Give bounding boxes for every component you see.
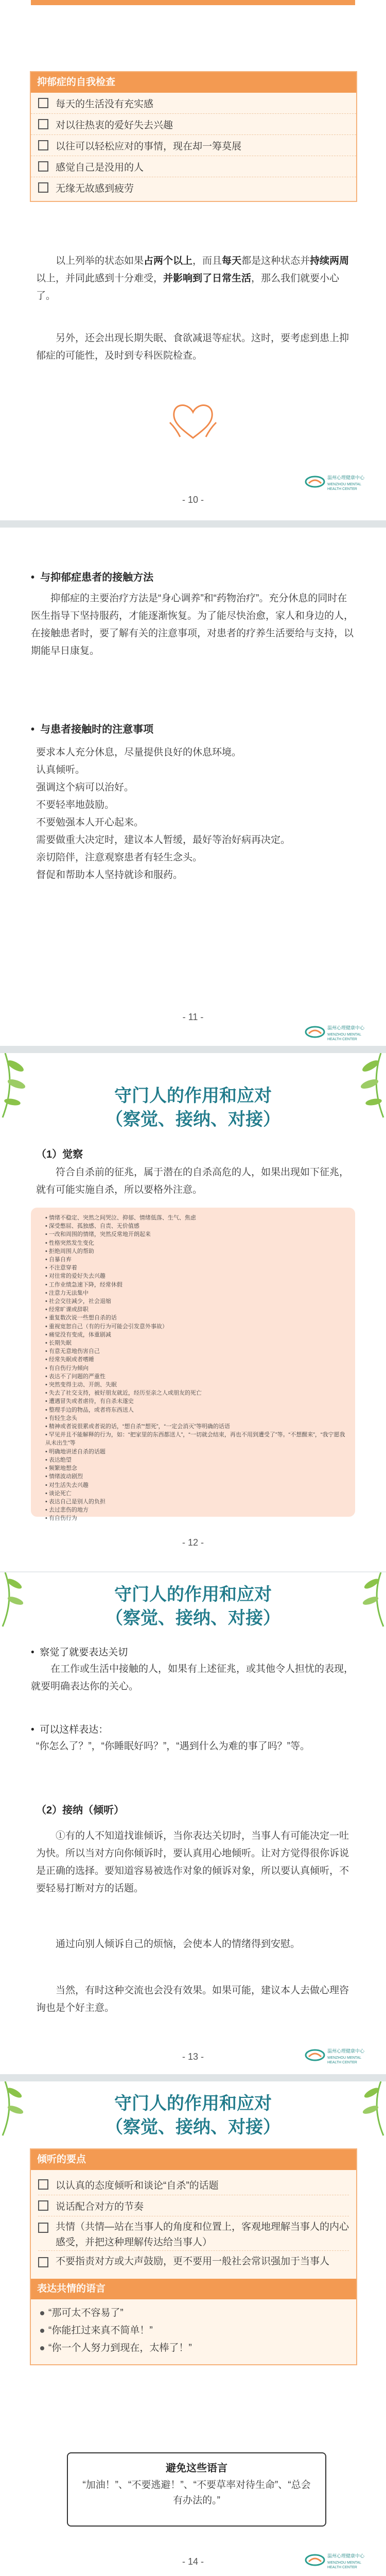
criteria-paragraph: 以上列举的状态如果占两个以上，而且每天都是这种状态并持续两周以上，并同此感到十分难受，并影响到了日常生活，那么我们就要小心了。 <box>36 256 349 301</box>
example-phrases-block: • 可以这样表达： “你怎么了？”，“你睡眠好吗？”，“遇到什么为难的事了吗？”等。 <box>31 1724 310 1752</box>
warning-sign-item: • 社会交往减少，社会退缩 <box>45 1298 111 1305</box>
warning-sign-item: • 失去了社交支持，被好朋友就近，经历至亲之人或朋友的死亡 <box>45 1390 202 1397</box>
listening-points-box <box>30 2148 357 2365</box>
logo-mark-icon <box>305 2048 325 2062</box>
warning-sign-item: • 有意无意地伤害自己 <box>45 1348 100 1355</box>
warning-sign-item: • 性格突然发生变化 <box>45 1240 94 1246</box>
warning-sign-item: • 注意力无法集中 <box>45 1290 89 1296</box>
warning-sign-item: • 情绪波动剧烈 <box>45 1473 83 1480</box>
checkbox-icon[interactable] <box>38 140 48 150</box>
avoid-phrases-text: “加油！”、“不要逃避！”、“不要草率对待生命”、“总会有办法的。” <box>82 2480 311 2506</box>
warning-sign-item: • 表达绝望 <box>45 1456 72 1463</box>
page-number: - 10 - <box>182 495 204 505</box>
empathy-phrases-title: 表达共情的语言 <box>31 2279 356 2299</box>
comfort-paragraph: 通过向别人倾诉自己的烦恼，会使本人的情绪得到安慰。 <box>56 1939 301 1950</box>
center-logo: 温州心理健康中心 WENZHOU MENTAL HEALTH CENTER <box>305 473 372 492</box>
listening-subtitle: （2）接纳（倾听） <box>36 1805 125 1816</box>
warning-sign-item: • 经常旷课或辞职 <box>45 1307 89 1313</box>
note-line: 认真倾听。 <box>36 765 85 775</box>
page-number: - 14 - <box>182 2556 204 2567</box>
empathy-quote: “你一个人努力到现在，太棒了！” <box>40 2340 347 2357</box>
page-divider <box>0 2074 386 2081</box>
note-line: 要求本人充分休息，尽量提供良好的休息环境。 <box>36 747 242 758</box>
checklist-item: 共情（共情—站在当事人的角度和位置上，客观地理解当事人的内心感受，并把这种理解传达给当事人） <box>38 2216 349 2251</box>
warning-sign-item: • 罕见并且不能解释的行为，如：“把家里的东西都送人”，“一切就会结束，再也不用到遭受了”等。“不想醒来”，“我宁愿我从未出生”等 <box>45 1432 345 1447</box>
warning-sign-item: • 重复数次说一些想自杀的话 <box>45 1315 117 1321</box>
page-12 <box>0 1053 386 1571</box>
listening-paragraph: ①有的人不知道找谁倾诉，当你表达关切时，当事人有可能决定一吐为快。所以当对方向你倾诉时，要认真用心地倾听。让对方觉得很你诉说是正确的选择。要知道容易被选作对象的倾诉对象，所以要认真倾听，不要轻易打断对方的话题。 <box>36 1831 349 1894</box>
note-line: 不要勉强本人开心起来。 <box>36 817 144 828</box>
section-heading: • 与患者接触时的注意事项 <box>31 724 154 735</box>
avoid-phrases-title: 避免这些语言 <box>166 2463 227 2474</box>
listening-points-title: 倾听的要点 <box>31 2149 356 2170</box>
empathy-quote: “那可太不容易了” <box>40 2304 347 2322</box>
checkbox-icon[interactable] <box>38 2257 48 2267</box>
page-number: - 13 - <box>182 2052 204 2062</box>
note-line: 需要做重大决定时，建议本人暂缓，最好等治好病再决定。 <box>36 835 291 845</box>
warning-sign-item: • 痛觉没有变成，体重剧减 <box>45 1331 111 1338</box>
warning-sign-item: • 拒绝周围人的帮助 <box>45 1248 94 1255</box>
symptom-paragraph: 另外，还会出现长期失眠、食欲减退等症状。这时，要考虑到患上抑郁症的可能性，及时到专科医院检查。 <box>36 333 349 361</box>
express-concern-block: • 察觉了就要表达关切 在工作或生活中接触的人，如果有上述征兆，或其他令人担忧的表现，就要明确表达你的关心。 <box>31 1647 354 1692</box>
bullet-dot-icon <box>40 2311 44 2315</box>
page-divider <box>0 1046 386 1053</box>
contact-method-section <box>31 569 355 660</box>
checklist-item: 每天的生活没有充实感 <box>31 93 356 114</box>
page-13 <box>0 1571 386 2075</box>
center-logo: 温州心理健康中心 WENZHOU MENTAL HEALTH CENTER <box>305 1023 372 1042</box>
notes-section <box>31 721 355 884</box>
note-line: 强调这个病可以治好。 <box>36 782 134 793</box>
note-line: 不要轻率地鼓励。 <box>36 800 115 810</box>
page-11 <box>0 528 386 1046</box>
warning-sign-item: • 经常失眠或者嗜睡 <box>45 1357 94 1363</box>
checkbox-icon[interactable] <box>38 182 48 193</box>
warning-sign-item: • 情绪不稳定、突然之间哭泣、抑郁、情绪低落、生气、焦虑 <box>45 1215 196 1221</box>
checkbox-icon[interactable] <box>38 2200 48 2211</box>
warning-sign-item: • 对往常的爱好失去兴趣 <box>45 1273 106 1280</box>
warning-sign-item: • 工作业绩急速下降，经常休假 <box>45 1281 122 1288</box>
warning-sign-item: • 对生活失去兴趣 <box>45 1482 89 1488</box>
self-check-box <box>30 71 357 202</box>
warning-sign-item: • 深受憋屈、孤独感、自责、无价值感 <box>45 1223 139 1230</box>
warning-sign-item: • 精神或者说很累或者说的话，“想自杀”“想死”，“一定会消灭”等明确的话语 <box>45 1423 230 1430</box>
section-heading: • 与抑郁症患者的接触方法 <box>31 572 154 583</box>
warning-sign-item: • 谈论死亡 <box>45 1490 72 1497</box>
center-logo: 温州心理健康中心 WENZHOU MENTAL HEALTH CENTER <box>305 2551 372 2570</box>
warning-sign-item: • 频繁地想念 <box>45 1465 77 1472</box>
warning-sign-item: • 表达不了问题的严重性 <box>45 1373 106 1380</box>
warning-sign-item: • 不注意穿着 <box>45 1265 77 1272</box>
checklist-item: 以认真的态度倾听和谈论“自杀”的话题 <box>38 2174 349 2195</box>
checkbox-icon[interactable] <box>38 2223 48 2233</box>
warning-sign-item: • 表达自己是别人的负担 <box>45 1498 106 1505</box>
bullet-dot-icon <box>40 2329 44 2333</box>
checklist-item: 不要指责对方或大声鼓励，更不要用一般社会常识强加于当事人 <box>38 2251 349 2275</box>
counseling-paragraph: 当然，有时这种交流也会没有效果。如果可能，建议本人去做心理咨询也是个好主意。 <box>36 1985 349 2013</box>
note-line: 督促和帮助本人坚持就诊和服药。 <box>36 870 183 880</box>
logo-mark-icon <box>305 2553 325 2567</box>
top-accent-bar <box>31 0 355 5</box>
checklist-item: 感觉自己是没用的人 <box>31 156 356 177</box>
warning-sign-item: • 自暴自弃 <box>45 1257 72 1263</box>
warning-sign-item: • 去过悲伤的地方 <box>45 1507 89 1514</box>
warning-sign-item: • 整理手边的物品，或者将东西送人 <box>45 1406 134 1413</box>
warning-signs-list <box>39 1214 347 1523</box>
page-10 <box>0 0 386 520</box>
warning-sign-item: • 遭遇冒失或者虐待，有自杀未遂史 <box>45 1398 134 1405</box>
logo-mark-icon <box>305 1025 325 1039</box>
warning-signs-box <box>31 1208 355 1522</box>
checkbox-icon[interactable] <box>38 2179 48 2190</box>
avoid-phrases-card <box>67 2452 326 2527</box>
warning-sign-item: • 有自伤行为倾向 <box>45 1365 89 1371</box>
note-line: 亲切陪伴，注意观察患者有轻生念头。 <box>36 852 203 863</box>
checklist-item: 以往可以轻松应对的事情，现在却一筹莫展 <box>31 135 356 156</box>
bullet-dot-icon <box>40 2346 44 2350</box>
warning-sign-item: • 一改和周围的情绪，突然反常地开朗起来 <box>45 1231 151 1238</box>
checkbox-icon[interactable] <box>38 161 48 172</box>
section-title: 守门人的作用和应对 （察觉、接纳、对接） <box>106 2094 280 2137</box>
awareness-subtitle: （1）觉察 <box>36 1149 83 1160</box>
warning-sign-item: • 有轻生念头 <box>45 1415 77 1421</box>
warning-sign-item: • 明确地讲述自杀的话题 <box>45 1448 106 1455</box>
warning-sign-item: • 长期失眠 <box>45 1340 72 1347</box>
page-number: - 11 - <box>182 1012 204 1022</box>
center-logo: 温州心理健康中心 WENZHOU MENTAL HEALTH CENTER <box>305 2046 372 2065</box>
section-title: 守门人的作用和应对 （察觉、接纳、对接） <box>106 1585 280 1628</box>
logo-mark-icon <box>305 475 325 488</box>
page-divider <box>0 520 386 528</box>
section-title: 守门人的作用和应对 （察觉、接纳、对接） <box>106 1086 280 1129</box>
checkbox-icon[interactable] <box>38 119 48 129</box>
checklist-item: 说话配合对方的节奏 <box>38 2195 349 2216</box>
checkbox-icon[interactable] <box>38 98 48 108</box>
warning-sign-item: • 重视宽恕自己（有的行为可能会引发意外事故） <box>45 1323 168 1330</box>
heart-hands-icon <box>165 397 221 443</box>
self-check-title: 抑郁症的自我检查 <box>31 72 356 93</box>
empathy-quote: “你能扛过来真不简单！” <box>40 2322 347 2340</box>
checklist-item: 无缘无故感到疲劳 <box>31 177 356 198</box>
warning-sign-item: • 有自伤行为 <box>45 1515 77 1522</box>
page-14 <box>0 2081 386 2576</box>
checklist-item: 对以往热衷的爱好失去兴趣 <box>31 114 356 135</box>
page-number: - 12 - <box>182 1537 204 1548</box>
awareness-paragraph: 符合自杀前的征兆，属于潜在的自杀高危的人，如果出现如下征兆，就有可能实施自杀，所以要格外注意。 <box>36 1167 349 1195</box>
warning-sign-item: • 突然变得主动、开朗、失眠 <box>45 1382 117 1388</box>
treatment-paragraph: 抑郁症的主要治疗方法是“身心调养”和“药物治疗”。充分休息的同时在医生指导下坚持服药，才能逐渐恢复。为了能尽快治愈，家人和身边的人，在接触患者时，要了解有关的注意事项，对患者的疗养生活要给与支持，以期能早日康复。 <box>31 593 354 656</box>
